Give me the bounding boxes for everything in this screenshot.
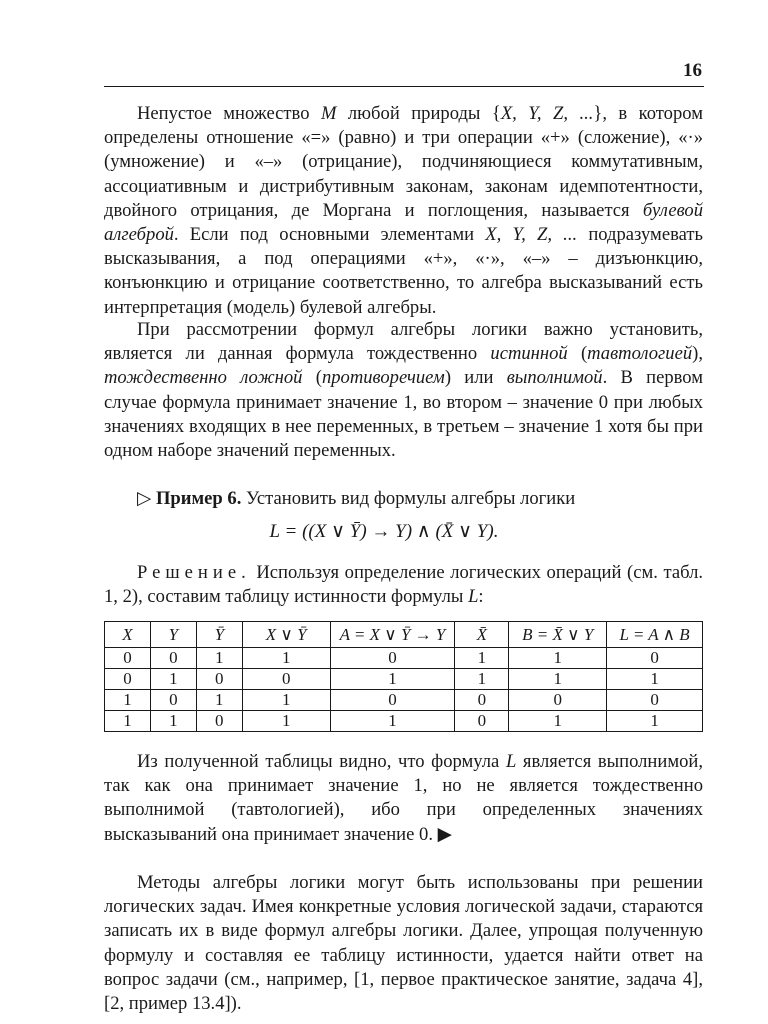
example-heading [104, 487, 703, 511]
solution-paragraph [104, 561, 703, 609]
italic-term: X, Y, Z, ... [500, 103, 594, 124]
table-cell: 0 [455, 690, 509, 711]
header-cell: X̄ [455, 622, 509, 648]
conclusion-paragraph [104, 750, 703, 847]
table-cell: 1 [242, 648, 330, 669]
table-cell: 1 [242, 690, 330, 711]
italic-term: X, Y, Z, ... [485, 224, 578, 246]
header-cell: Ȳ [196, 622, 242, 648]
text-span: Непустое множество [137, 103, 321, 124]
text-span: . В первом случае формула принимает значение 1, во втором – значение 0 при любых значениях входящих в нее переменных, в третьем – значение 1 хотя бы при одном наборе значений переменных. [104, 367, 703, 462]
table-cell: 1 [607, 711, 703, 732]
table-cell: 0 [330, 648, 455, 669]
formula: L = ((X ∨ Ȳ) → Y) ∧ (X̄ ∨ Y). [269, 521, 499, 542]
table-cell: 0 [607, 648, 703, 669]
table-cell: 1 [105, 711, 151, 732]
table-cell: 0 [105, 648, 151, 669]
header-rule [104, 86, 704, 87]
table-cell: 0 [607, 690, 703, 711]
text-span: ) или [444, 367, 507, 389]
table-cell: 0 [150, 690, 196, 711]
table-cell: 0 [330, 690, 455, 711]
header-cell: B = X̄ ∨ Y [509, 622, 607, 648]
table-row [105, 669, 703, 690]
text-span: При рассмотрении формул алгебры логики важно установить, является ли данная формула тождественно [104, 319, 703, 365]
table-row [105, 648, 703, 669]
table-row [105, 690, 703, 711]
text-span: подразумевать высказывания, а под операциями «+», «·», «–» – дизъюнкцию, конъюнкцию и отрицание соответственно, то алгебра высказываний есть интерпретация (модель) булевой алгебры. [104, 224, 703, 318]
italic-term: истинной [490, 343, 568, 365]
text-span: ( [302, 367, 322, 389]
page-number: 16 [683, 60, 702, 81]
paragraph-formula-types [104, 318, 703, 463]
example-marker-icon: ▷ [137, 488, 152, 509]
italic-term: противоречием [321, 367, 445, 389]
paragraph-boolean-algebra [104, 102, 703, 320]
text-span: Из полученной таблицы видно, что формула [137, 751, 506, 772]
table-cell: 0 [196, 711, 242, 732]
truth-table [104, 621, 703, 732]
italic-term: L [505, 751, 517, 772]
table-cell: 0 [150, 648, 196, 669]
table-cell: 1 [150, 669, 196, 690]
table-cell: 0 [509, 690, 607, 711]
text-span: ), [692, 343, 704, 365]
table-cell: 1 [196, 648, 242, 669]
table-cell: 1 [509, 711, 607, 732]
italic-term: L [468, 586, 479, 608]
text-span: }, в котором определены отношение «=» (равно) и три операции «+» (сложение), «·» (умножение) и «–» (отрицание), подчиняющиеся коммутативным, ассоциативным и дистрибутивным законам, законам идемпотентности, двойного отрицания, де Моргана и поглощения, называется [104, 103, 703, 221]
table-cell: 0 [455, 711, 509, 732]
table-cell: 0 [242, 669, 330, 690]
text-span: любой природы { [336, 103, 501, 124]
table-cell: 1 [455, 669, 509, 690]
text-span: Методы алгебры логики могут быть использованы при решении логических задач. Имея конкретные условия логической задачи, стараются записать их в виде формул алгебры логики. Далее, упрощая полученную формулу и составляя ее таблицу истинности, удается найти ответ на вопрос задачи (см., например, [1, первое практическое занятие, задача 4], [2, пример 13.4]). [104, 872, 703, 1015]
header-cell: A = X ∨ Ȳ → Y [330, 622, 455, 648]
table-cell: 1 [455, 648, 509, 669]
text-span: Используя определение логических операций (см. табл. 1, 2), составим таблицу истинности формулы [104, 562, 703, 608]
example-text: Установить вид формулы алгебры логики [241, 488, 576, 509]
table-cell: 1 [509, 669, 607, 690]
table-cell: 0 [196, 669, 242, 690]
table-row [105, 711, 703, 732]
paragraph-logic-methods [104, 871, 703, 1016]
end-of-example-icon: ▶ [437, 823, 452, 845]
example-label: Пример 6. [155, 488, 242, 509]
text-span: является выполнимой, так как она принимает значение 1, но не является тождественно выполнимой (тавтологией), ибо при определенных значениях высказываний она принимает значение 0. [104, 751, 703, 845]
header-cell: X [105, 622, 151, 648]
table-cell: 1 [509, 648, 607, 669]
table-cell: 1 [242, 711, 330, 732]
text-span: . Если под основными элементами [173, 224, 486, 246]
table-cell: 1 [105, 690, 151, 711]
text-span: : [478, 586, 484, 608]
italic-term: булевой алгеброй [104, 199, 703, 246]
table-cell: 1 [330, 669, 455, 690]
table-cell: 0 [105, 669, 151, 690]
text-span: ( [567, 343, 588, 365]
table-header-row [105, 622, 703, 648]
header-cell: X ∨ Ȳ [242, 622, 330, 648]
table-cell: 1 [330, 711, 455, 732]
header-cell: Y [150, 622, 196, 648]
table-cell: 1 [150, 711, 196, 732]
italic-term: выполнимой [506, 367, 603, 389]
italic-term: тождественно ложной [104, 367, 303, 389]
italic-term: тавтологией [587, 343, 693, 365]
solution-label: Решение. [137, 562, 251, 583]
table-cell: 1 [196, 690, 242, 711]
table-cell: 1 [607, 669, 703, 690]
header-cell: L = A ∧ B [607, 622, 703, 648]
italic-term: M [320, 103, 337, 124]
